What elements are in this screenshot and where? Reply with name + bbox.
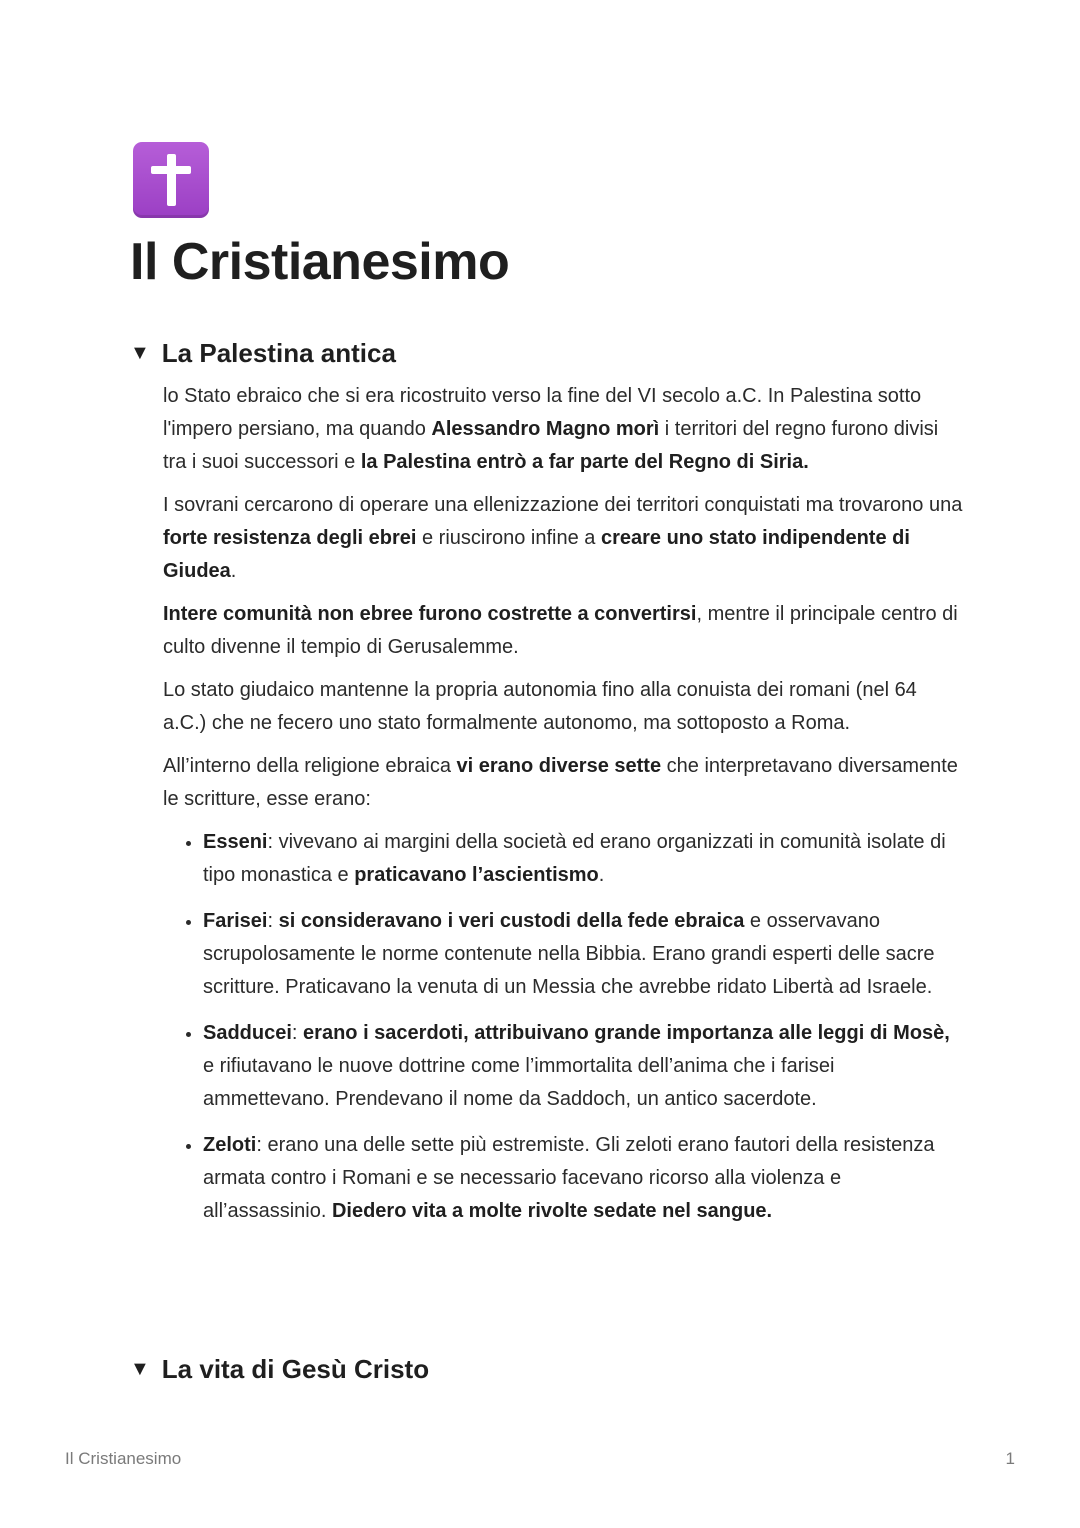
page-number: 1 [1005,1449,1015,1468]
toggle-heading-gesu[interactable] [130,1354,429,1385]
footer-title: Il Cristianesimo [65,1449,182,1468]
section-heading: La Palestina antica [161,338,396,368]
section-heading: La vita di Gesù Cristo [161,1354,430,1384]
paragraph: All’interno della religione ebraica vi erano diverse sette che interpretavano diversamente le scritture, esse erano: [163,755,958,810]
list-item: • Sadducei: erano i sacerdoti, attribuivano grande importanza alle leggi di Mosè, e rifiutavano le nuove dottrine come l’immortalita dell’anima che i farisei ammettevano. Prendevano il nome da Saddoch, un antico sacerdote. [203,1017,963,1116]
toggle-triangle-icon[interactable]: ▼ [130,1358,150,1380]
latin-cross-icon [133,142,209,218]
paragraph: Lo stato giudaico mantenne la propria autonomia fino alla conuista dei romani (nel 64 a.C.) che ne fecero uno stato formalmente autonomo, ma sottoposto a Roma. [163,679,917,734]
toggle-heading-palestina[interactable] [130,338,396,369]
paragraph: I sovrani cercarono di operare una ellenizzazione dei territori conquistati ma trovarono una forte resistenza degli ebrei e riuscirono infine a creare uno stato indipendente di Giudea. [163,494,963,582]
list-item: • Farisei: si consideravano i veri custodi della fede ebraica e osservavano scrupolosamente le norme contenute nella Bibbia. Erano grandi esperti delle sacre scritture. Praticavano la venuta di un Messia che avrebbe ridato Libertà ad Israele. [203,905,963,1004]
list-item: • Esseni: vivevano ai margini della società ed erano organizzati in comunità isolate di tipo monastica e praticavano l’ascientismo. [203,826,963,892]
list-item: • Zeloti: erano una delle sette più estremiste. Gli zeloti erano fautori della resistenza armata contro i Romani e se necessario facevano ricorso alla violenza e all’assassinio. Diedero vita a molte rivolte sedate nel sangue. [203,1129,963,1228]
paragraph: lo Stato ebraico che si era ricostruito verso la fine del VI secolo a.C. In Palestina sotto l'impero persiano, ma quando Alessandro Magno morì i territori del regno furono divisi tra i suoi successori e la Palestina entrò a far parte del Regno di Siria. [163,385,939,473]
toggle-triangle-icon[interactable]: ▼ [130,342,150,364]
paragraph: Intere comunità non ebree furono costrette a convertirsi, mentre il principale centro di culto divenne il tempio di Gerusalemme. [163,603,958,658]
sects-list [163,826,963,1228]
section-content [163,380,963,1241]
page-title: Il Cristianesimo [130,233,510,291]
